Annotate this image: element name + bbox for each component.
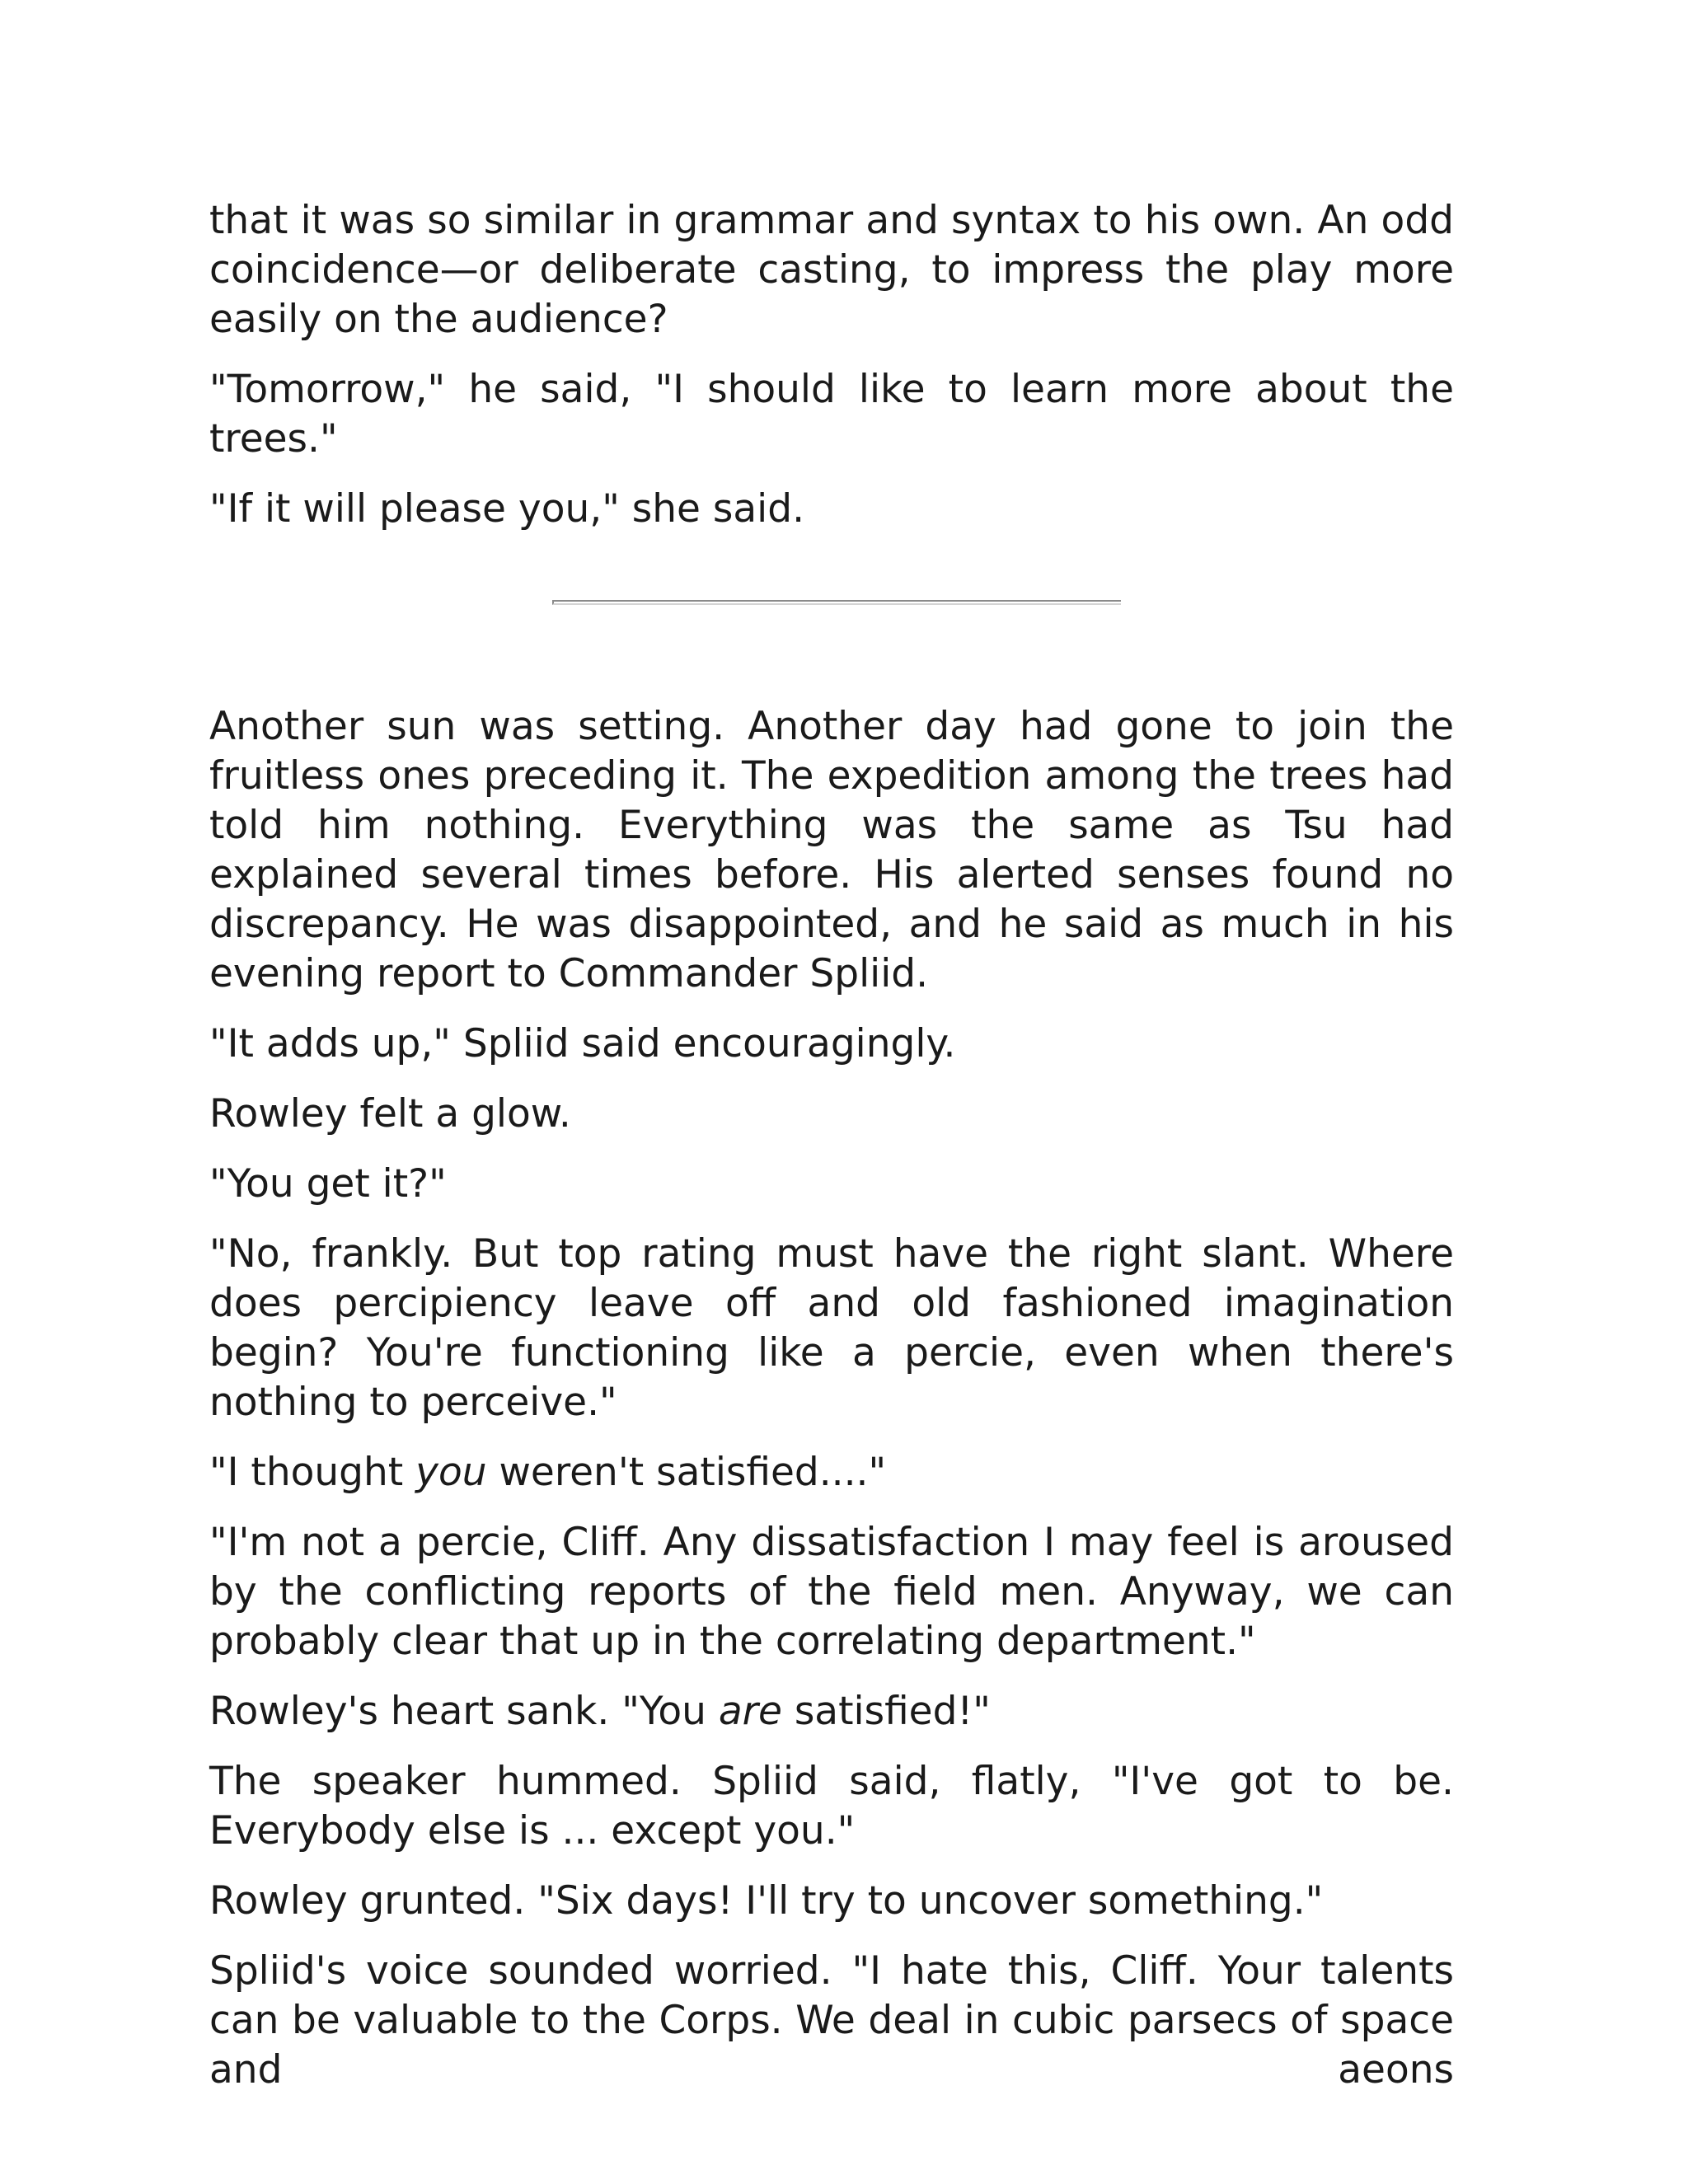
section-gap <box>209 605 1454 702</box>
document-page <box>209 196 1454 2116</box>
paragraph: "If it will please you," she said. <box>209 486 805 532</box>
paragraph: The speaker hummed. Spliid said, flatly, "I've got to be. Everybody else is ... except you." <box>209 1759 1454 1854</box>
paragraph: Spliid's voice sounded worried. "I hate this, Cliff. Your talents can be valuable to the Corps. We deal in cubic parsecs of space and aeons <box>209 1948 1454 2093</box>
text-run: "I thought <box>209 1450 416 1495</box>
paragraph: "It adds up," Spliid said encouragingly. <box>209 1021 956 1066</box>
paragraph: Another sun was setting. Another day had gone to join the fruitless ones preceding it. The expedition among the trees had told him nothing. Everything was the same as Tsu had explained several times before. His alerted senses found no discrepancy. He was disappointed, and he said as much in his evening report to Commander Spliid. <box>209 704 1454 996</box>
text-run: weren't satisfied...." <box>486 1450 887 1495</box>
italic-text: are <box>718 1689 782 1734</box>
text-run: Rowley's heart sank. "You <box>209 1689 719 1734</box>
text-run: satisfied!" <box>781 1689 991 1734</box>
paragraph: "No, frankly. But top rating must have the right slant. Where does percipiency leave off and old fashioned imagination begin? You're functioning like a percie, even when there's nothing to perceive." <box>209 1231 1454 1425</box>
paragraph: Rowley grunted. "Six days! I'll try to uncover something." <box>209 1878 1324 1924</box>
italic-text: you <box>415 1450 487 1495</box>
paragraph: Rowley felt a glow. <box>209 1091 571 1137</box>
paragraph: "Tomorrow," he said, "I should like to learn more about the trees." <box>209 367 1454 462</box>
paragraph-thought <box>209 1448 1454 1497</box>
paragraph-heart-sank <box>209 1687 1454 1736</box>
paragraph: that it was so similar in grammar and syntax to his own. An odd coincidence—or deliberate casting, to impress the play more easily on the audience? <box>209 198 1454 342</box>
paragraph: "I'm not a percie, Cliff. Any dissatisfaction I may feel is aroused by the conflicting reports of the field men. Anyway, we can probably clear that up in the correlating department." <box>209 1520 1454 1664</box>
paragraph: "You get it?" <box>209 1161 447 1207</box>
